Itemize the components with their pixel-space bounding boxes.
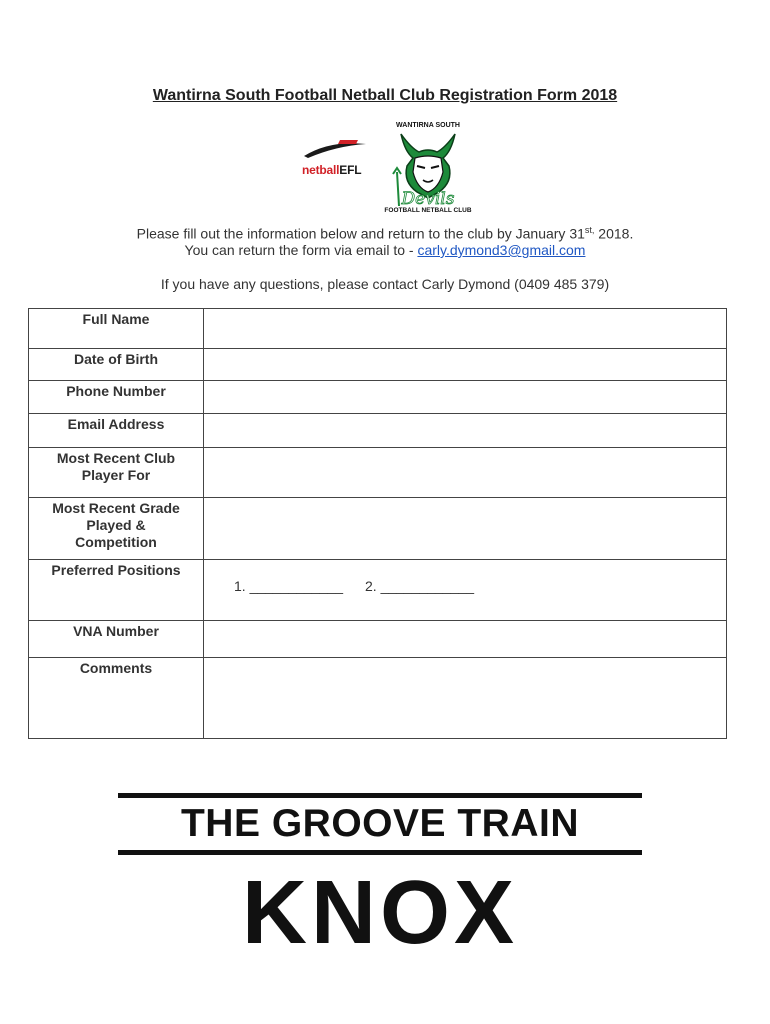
contact-line: If you have any questions, please contact Carly Dymond (0409 485 379) [160,276,610,292]
sponsor-logo-groove-train-knox [118,793,642,963]
devils-logo-bottom-text: FOOTBALL NETBALL CLUB [384,207,472,214]
position-1-blank[interactable]: 1. ____________ [234,578,343,594]
wantirna-south-devils-logo [383,122,473,218]
efl-swoosh-icon [300,134,374,164]
vna-number-field[interactable] [204,621,727,658]
sponsor-knox-text: KNOX [241,863,519,963]
netball-efl-logo [300,134,374,182]
recent-grade-label: Most Recent Grade Played & Competition [29,498,204,560]
full-name-label: Full Name [29,309,204,349]
phone-label: Phone Number [29,381,204,414]
email-field[interactable] [204,414,727,448]
phone-field[interactable] [204,381,727,414]
email-instruction-line: You can return the form via email to - carly.dymond3@gmail.com [184,242,586,258]
devils-script-text: Devils [401,189,455,208]
recent-club-label: Most Recent Club Player For [29,448,204,498]
form-row-comments [29,658,727,739]
form-row-dob [29,349,727,381]
dob-field[interactable] [204,349,727,381]
efl-wordmark: netballEFL [302,163,362,177]
form-row-phone [29,381,727,414]
form-row-positions [29,560,727,621]
form-row-grade [29,498,727,560]
vna-number-label: VNA Number [29,621,204,658]
sponsor-bottom-rule [118,850,642,855]
email-label: Email Address [29,414,204,448]
form-row-email [29,414,727,448]
sponsor-groove-train-text: THE GROOVE TRAIN [180,802,580,845]
devils-logo-top-text: WANTIRNA SOUTH [396,122,460,129]
email-link[interactable]: carly.dymond3@gmail.com [417,242,586,258]
registration-form-table [28,308,727,739]
recent-grade-field[interactable] [204,498,727,560]
comments-field[interactable] [204,658,727,739]
preferred-positions-field[interactable] [204,560,727,621]
full-name-field[interactable] [204,309,727,349]
form-row-club [29,448,727,498]
position-2-blank[interactable]: 2. ____________ [365,578,474,594]
form-row-vna [29,621,727,658]
preferred-positions-label: Preferred Positions [29,560,204,621]
instructions-line: Please fill out the information below and return to the club by January $31^{st,}$ 2018. [136,225,634,242]
form-title: Wantirna South Football Netball Club Registration Form 2018 [152,87,618,104]
recent-club-field[interactable] [204,448,727,498]
form-row-full-name [29,309,727,349]
comments-label: Comments [29,658,204,739]
dob-label: Date of Birth [29,349,204,381]
devil-head-icon [387,132,469,208]
